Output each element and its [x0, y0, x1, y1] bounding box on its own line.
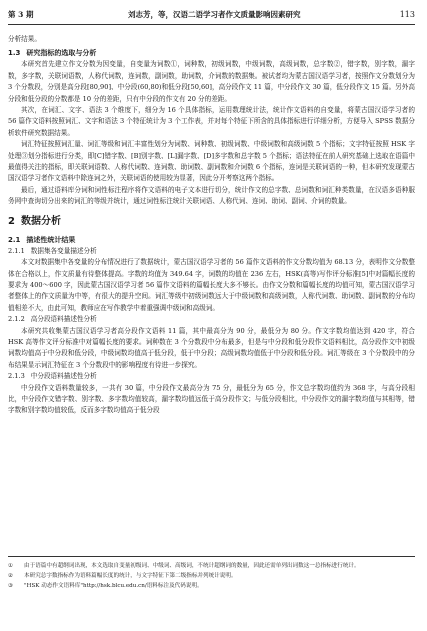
section-number: 1.3 [8, 49, 21, 58]
section-number: 2.1.2 [8, 315, 25, 324]
paragraph: 中分段作文语料数量较多，一共有 30 篇，中分段作文最高分为 75 分，最低分为 65 分，作文总字数均值约为 368 字，与高分段相比，中分段作文错字数、别字数、多字数均值较高，漏字数均值远低于高分段作文；与低分段相比，中分段作文的漏字数均值与其相等，错字数和别字数均值较低，反而多字数均值高于低分段 [8, 383, 415, 415]
footnote [8, 581, 415, 591]
paragraph: 本研究首先建立作文分数为因变量，自变量为词数①，词种数，初级词数，中级词数，高级词数，总字数②，错字数，别字数，漏字数，多字数，关联词语数，人称代词数，连词数，副词数，助词数，介词数的数据集。被试者均为蒙古国汉语学习者，按照作文分数划分为 3 个分数段，分别是高分段[80,90]、中分段(60,80)和低分段[50,60]，高分段作文 11 篇，中分段作文 30 篇，低分段作文 15 篇。另外高分段和低分段的分数都是 10 分的差距，只有中分段的作文有 20 分的差距。 [8, 60, 415, 103]
section-number: 2.1.3 [8, 372, 25, 381]
section-heading-1-3 [8, 47, 415, 59]
section-number: 2.1 [8, 235, 21, 244]
footnote-text: "HSK 动态作文语料库"http://hsk.blcu.edu.cn/语料标注及代码说明。 [24, 583, 203, 589]
section-heading-2 [8, 214, 415, 230]
subsection-heading-2-1-3 [8, 371, 415, 382]
section-title: 高分段语料描述性分析 [30, 315, 97, 324]
running-title: 刘志芳，等，汉语二语学习者作文质量影响因素研究 [128, 10, 301, 19]
subsection-heading-2-1-1 [8, 246, 415, 257]
footnote-marker: ③ [8, 583, 14, 589]
section-title: 数据集各变量描述分析 [30, 246, 97, 255]
subsection-heading-2-1-2 [8, 314, 415, 325]
footnote-text: 由于语篇中有超纲词出现，本文选取自变量初级词、中级词、高级词，不统计超纲词的数量，因此还需单列出词数这一总指标进行统计。 [24, 563, 360, 569]
footnote [8, 561, 415, 571]
section-title: 研究指标的选取与分析 [26, 49, 97, 58]
section-number: 2 [8, 215, 15, 227]
issue-label: 第 3 期 [8, 10, 34, 19]
paragraph: 本文对数据集中各变量的分布情况进行了数据统计，蒙古国汉语学习者的 56 篇作文语料的作文分数均值为 68.13 分，表明作文分数整体在合格以上，作文质量有待整体提高。字数的均值为 349.64 字，词数的均值在 236 左右，HSK(高等)写作评分标准[5]中对篇幅长度的要求为 400～600 字，因此蒙古国汉语学习者 56 篇作文语料的篇幅长度大多不够长。由作文分数和篇幅长度的均值可知，蒙古国汉语学习者整体上的作文质量为中等，有很大的提升空间。词汇等级中初级词数远大于中级词数和高级词数，人称代词数、助词数、副词数的分布均值相差不大，由此可知，教师应在写作教学中着重强调中级词和高级词。 [8, 258, 415, 312]
running-header [8, 8, 415, 25]
paragraph: 分析结果。 [8, 35, 41, 43]
section-title: 中分段语料描述性分析 [30, 372, 97, 381]
footnote [8, 571, 415, 581]
paragraph: 其次，在词汇、文字、语法 3 个维度下，细分为 16 个具体指标，运用数理统计法，统计作文语料的自变量，将蒙古国汉语学习者的 56 篇作文语料按照词汇、文字和语法 3 个特征统计为 3 个工作表，并对每个特征下所含的具体指标进行详细分析，方便导入 SPSS 数据分析软件研究数据结果。 [8, 106, 415, 137]
page-number: 113 [399, 10, 415, 19]
paragraph: 本研究共收集蒙古国汉语学习者高分段作文语料 11 篇，其中最高分为 90 分，最低分为 80 分。作文字数均值达到 420 字，符合 HSK 高等作文评分标准中对篇幅长度的要求。词种数在 3 个分数段中分布最多，但是与中分段和低分段作文语料相比，高分段作文中初级词数均值高于中分段和低分段，中级词数均值高于低分段，低于中分段；高级词数均值低于中分段和低分段。词汇等级在 3 个分数段中的分布结果显示词汇特征在 3 个分数段中的影响程度有待进一步探究。 [8, 326, 415, 369]
section-heading-2-1 [8, 234, 415, 246]
footnote-marker: ① [8, 563, 14, 569]
section-number: 2.1.1 [8, 246, 25, 255]
section-title: 描述性统计结果 [26, 235, 76, 244]
footnotes [8, 556, 415, 591]
paragraph: 最后，通过语料库分词和词性标注程序将作文语料的电子文本进行切分，统计作文的总字数、总词数和词汇种类数量，在汉语多语种服务网中查询切分出来的词汇的等级并统计，通过词性标注统计关联词语、人称代词、连词、助词、副词、介词的数量。 [8, 185, 415, 206]
section-title: 数据分析 [20, 215, 61, 227]
paragraph: 词汇特征按照词汇量、词汇等级和词汇丰富性划分为词数、词种数、初级词数、中级词数和高级词数 5 个指标；文字特征按照 HSK 字处理③划分指标进行分类，即[C]错字数、[B]别字数、[L]漏字数、[D]多字数和总字数 5 个指标；语法特征在前人研究基础上选取在语篇中最值得关注的指标，即关联词语数、人称代词数、连词数、助词数、副词数和介词数 6 个指标，连词是关联词语的一种，但本研究发现蒙古国汉语学习者作文语料中除连词之外，关联词语的使用较为显著，因此分开考察这两个指标。 [8, 140, 415, 183]
body-text [8, 34, 415, 417]
footnote-marker: ② [8, 573, 14, 579]
footnote-text: 本研究总字数指标作为语料篇幅长度的统计，与文字特征下第二级指标并列统计说明。 [24, 573, 237, 579]
